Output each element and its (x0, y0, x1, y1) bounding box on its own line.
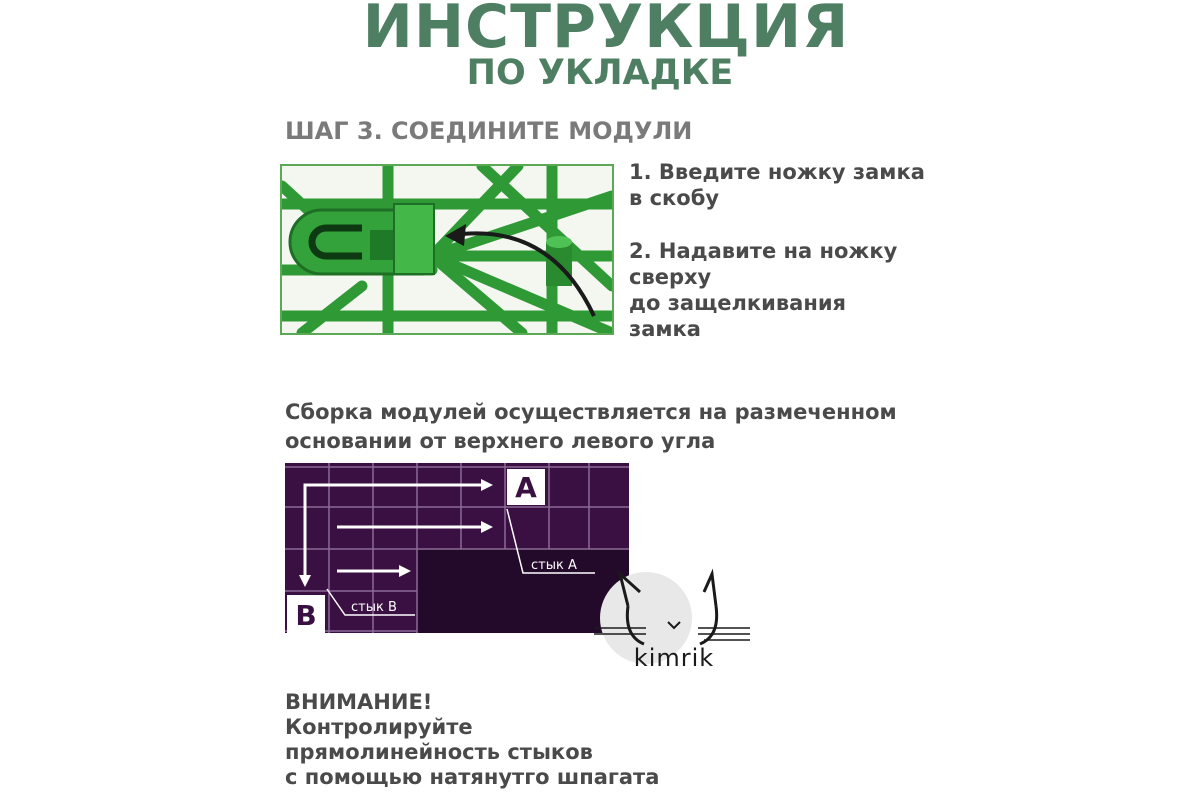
module-lock-photo (280, 164, 614, 335)
warning-text: ВНИМАНИЕ! Контролируйте прямолинейность стыков с помощью натянутго шпагата (285, 690, 660, 789)
page-subtitle: ПО УКЛАДКЕ (466, 53, 734, 93)
diagram-joint-b: стык В (351, 600, 397, 615)
step-title: ШАГ 3. СОЕДИНИТЕ МОДУЛИ (285, 117, 693, 145)
assembly-diagram (285, 463, 629, 633)
kimrik-logo (594, 566, 750, 674)
diagram-joint-a: стык А (531, 558, 577, 573)
logo-wordmark: kimrik (633, 644, 715, 672)
instruction-2: 2. Надавите на ножку сверху до защелкивания замка (629, 239, 898, 341)
assembly-text: Сборка модулей осуществляется на размеченном основании от верхнего левого угла (285, 400, 897, 453)
page-title: ИНСТРУКЦИЯ (362, 0, 850, 62)
diagram-label-b: B (295, 599, 317, 632)
instruction-1: 1. Введите ножку замка в скобу (629, 160, 925, 210)
diagram-label-a: A (515, 471, 537, 504)
